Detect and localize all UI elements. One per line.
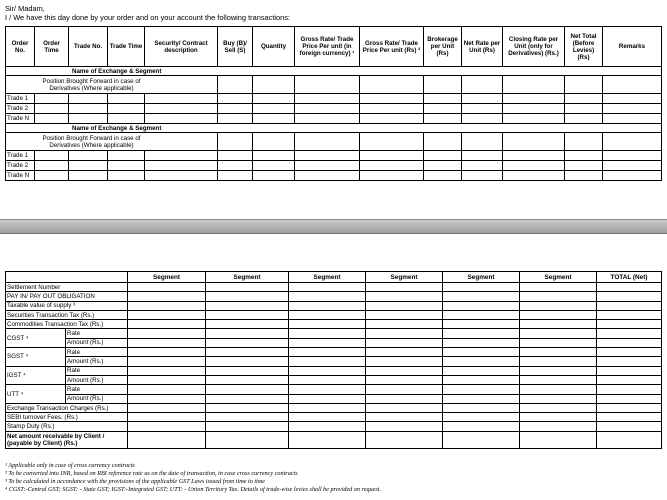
amount-label: Amount (Rs.) xyxy=(66,394,128,403)
segment-header: Segment xyxy=(443,272,520,283)
trade-row xyxy=(6,94,662,104)
col-gross-rate-foreign: Gross Rate/ Trade Price Per unit (in foreign currency) ¹ xyxy=(295,27,360,67)
col-security: Security/ Contract description xyxy=(145,27,218,67)
position-row xyxy=(6,76,662,94)
amount-label: Amount (Rs.) xyxy=(66,357,128,366)
exchange-label: Name of Exchange & Segment xyxy=(6,67,662,76)
trade-row xyxy=(6,171,662,181)
col-net-rate: Net Rate per Unit (Rs) xyxy=(462,27,503,67)
rate-label: Rate xyxy=(66,366,128,375)
page-break xyxy=(0,219,667,234)
rate-label: Rate xyxy=(66,348,128,357)
col-closing-rate: Closing Rate per Unit (only for Derivatives) (Rs.) xyxy=(503,27,565,67)
trade-row xyxy=(6,151,662,161)
position-row xyxy=(6,133,662,151)
col-trade-no: Trade No. xyxy=(69,27,108,67)
segment-header: Segment xyxy=(206,272,289,283)
transactions-table xyxy=(5,26,662,181)
trade-label: Trade 1 xyxy=(6,94,35,104)
rate-label: Rate xyxy=(66,385,128,394)
summary-table xyxy=(5,271,662,449)
exchange-row xyxy=(6,124,662,133)
col-quantity: Quantity xyxy=(253,27,295,67)
exchange-row xyxy=(6,67,662,76)
row-stamp-duty: Stamp Duty (Rs.) xyxy=(6,422,128,431)
footnotes xyxy=(5,462,665,494)
trade-label: Trade 2 xyxy=(6,161,35,171)
col-net-total: Net Total (Before Levies) (Rs) xyxy=(565,27,603,67)
col-trade-time: Trade Time xyxy=(108,27,145,67)
trade-label: Trade 1 xyxy=(6,151,35,161)
total-header: TOTAL (Net) xyxy=(597,272,662,283)
salutation: Sir/ Madam, xyxy=(5,4,45,13)
segment-header: Segment xyxy=(366,272,443,283)
row-taxable-value: Taxable value of supply ³ xyxy=(6,301,128,310)
trade-row xyxy=(6,104,662,114)
trade-row xyxy=(6,161,662,171)
row-utt: UTT ⁴ xyxy=(6,385,66,404)
col-brokerage: Brokerage per Unit (Rs) xyxy=(424,27,462,67)
row-exchange-charges: Exchange Transaction Charges (Rs.) xyxy=(6,403,128,412)
footnote: ¹ Applicable only in case of cross currency contracts xyxy=(5,462,135,469)
row-sebi-fees: SEBI turnover Fees. (Rs.) xyxy=(6,413,128,422)
col-order-time: Order Time xyxy=(35,27,69,67)
footnote: ³ To be calculated in accordance with the provisions of the applicable GST Laws issued from time to time xyxy=(5,478,265,485)
trade-row xyxy=(6,114,662,124)
trade-label: Trade N xyxy=(6,171,35,181)
amount-label: Amount (Rs.) xyxy=(66,375,128,384)
rate-label: Rate xyxy=(66,329,128,338)
footnote: ² To be converted into INR, based on RBI reference rate as on the date of transaction, in case cross currency contracts xyxy=(5,470,298,477)
row-ctt: Commodities Transaction Tax (Rs.) xyxy=(6,320,128,329)
segment-header: Segment xyxy=(128,272,206,283)
amount-label: Amount (Rs.) xyxy=(66,338,128,347)
col-gross-rate-rs: Gross Rate/ Trade Price Per unit (Rs) ² xyxy=(360,27,424,67)
footnote: ⁴ CGST:-Central GST; SGST: - State GST; IGST:-Integrated GST; UTT: - Union Territory Tax. Details of trade-wise levies shall be provided on request. xyxy=(5,486,382,493)
row-igst: IGST ⁴ xyxy=(6,366,66,385)
row-settlement-number: Settlement Number xyxy=(6,283,128,292)
trade-label: Trade 2 xyxy=(6,104,35,114)
trade-label: Trade N xyxy=(6,114,35,124)
col-remarks: Remarks xyxy=(603,27,662,67)
row-sgst: SGST ⁴ xyxy=(6,348,66,367)
position-label: Position Brought Forward in case of Derivatives (Where applicable) xyxy=(6,133,218,151)
segment-header: Segment xyxy=(289,272,366,283)
row-pay-in-out: PAY IN/ PAY OUT OBLIGATION xyxy=(6,292,128,301)
row-net-amount: Net amount receivable by Client / (payable by Client) (Rs.) xyxy=(6,431,128,448)
row-stt: Securities Transaction Tax (Rs.) xyxy=(6,310,128,319)
intro-text: I / We have this day done by your order and on your account the following transactions: xyxy=(5,13,290,22)
exchange-label: Name of Exchange & Segment xyxy=(6,124,662,133)
position-label: Position Brought Forward in case of Derivatives (Where applicable) xyxy=(6,76,218,94)
col-order-no: Order No. xyxy=(6,27,35,67)
transactions-header-row xyxy=(6,27,662,67)
summary-header-row xyxy=(6,272,662,283)
col-buy-sell: Buy (B)/ Sell (S) xyxy=(218,27,253,67)
row-cgst: CGST ⁴ xyxy=(6,329,66,348)
segment-header: Segment xyxy=(520,272,597,283)
